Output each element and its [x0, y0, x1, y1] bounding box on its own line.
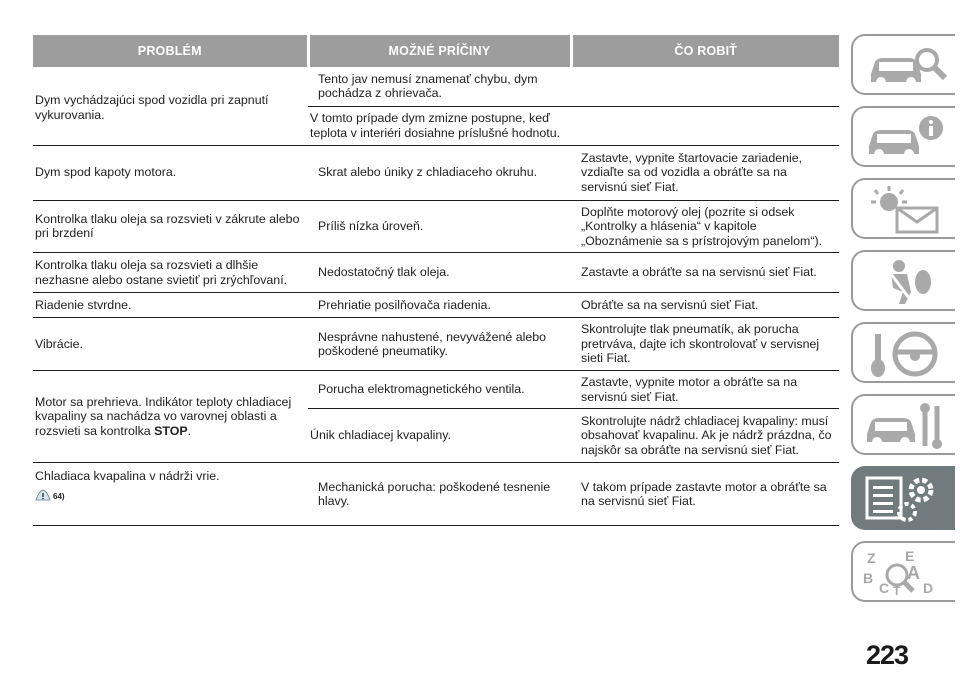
header-problem: PROBLÉM	[33, 35, 308, 67]
problem-cell: Kontrolka tlaku oleja sa rozsvieti v zákrute alebo pri brzdení	[33, 200, 308, 253]
cause-cell: Skrat alebo úniky z chladiaceho okruhu.	[308, 145, 571, 200]
header-causes: MOŽNÉ PRÍČINY	[308, 35, 571, 67]
index-letter: A	[907, 563, 920, 583]
action-cell: Zastavte, vypnite štartovacie zariadenie, vzdiaľte sa od vozidla a obráťte sa na servisnú sieť Fiat.	[571, 145, 839, 200]
table-row	[33, 371, 839, 409]
action-cell: Obráťte sa na servisnú sieť Fiat.	[571, 293, 839, 318]
car-info-icon	[861, 114, 949, 162]
cause-cell: Tento jav nemusí znamenať chybu, dym pochádza z ohrievača.	[308, 67, 571, 106]
cause-cell: Porucha elektromagnetického ventila.	[308, 371, 571, 409]
problem-text: Motor sa prehrieva. Indikátor teploty chladiacej kvapaliny sa nachádza vo varovnej oblasti a rozsvieti sa kontrolka	[35, 394, 292, 438]
action-cell	[571, 106, 839, 145]
cause-cell: Prehriatie posilňovača riadenia.	[308, 293, 571, 318]
action-cell: Doplňte motorový olej (pozrite si odsek „Kontrolky a hlásenia“ v kapitole „Oboznámenie sa s prístrojovým panelom“).	[571, 200, 839, 253]
troubleshooting-table	[33, 35, 839, 526]
table-row	[33, 318, 839, 371]
action-cell	[571, 67, 839, 106]
table-row	[33, 253, 839, 293]
cause-cell: V tomto prípade dym zmizne postupne, keď teplota v interiéri dosiahne príslušné hodnotu.	[308, 106, 571, 145]
table-row	[33, 145, 839, 200]
car-search-icon	[861, 42, 949, 90]
index-letter: Z	[867, 550, 876, 566]
index-letter: T	[893, 584, 901, 597]
alphabet-index-icon	[861, 549, 949, 597]
table-header-row	[33, 35, 839, 67]
action-cell: Skontrolujte tlak pneumatík, ak porucha pretrváva, dajte ich skontrolovať v servisnej sieti Fiat.	[571, 318, 839, 371]
cause-cell: Nedostatočný tlak oleja.	[308, 253, 571, 293]
problem-cell: Vibrácie.	[33, 318, 308, 371]
tab-car-info[interactable]	[851, 106, 955, 167]
table-row	[33, 67, 839, 106]
cause-cell: Únik chladiacej kvapaliny.	[308, 409, 571, 463]
index-letter: B	[863, 570, 874, 586]
problem-cell: Riadenie stvrdne.	[33, 293, 308, 318]
tab-safety[interactable]	[851, 250, 955, 311]
action-cell: V takom prípade zastavte motor a obráťte sa na servisnú sieť Fiat.	[571, 463, 839, 526]
problem-cell: Kontrolka tlaku oleja sa rozsvieti a dlhšie nezhasne alebo ostane svietiť pri zrýchľovaní.	[33, 253, 308, 293]
warning-lights-mail-icon	[861, 186, 949, 234]
table-row	[33, 200, 839, 253]
problem-end: .	[187, 423, 192, 438]
seatbelt-airbag-icon	[861, 258, 949, 306]
table-row	[33, 463, 839, 526]
problem-cell: Dym vychádzajúci spod vozidla pri zapnutí vykurovania.	[33, 67, 308, 145]
cause-cell: Mechanická porucha: poškodené tesnenie hlavy.	[308, 463, 571, 526]
cause-cell: Príliš nízka úroveň.	[308, 200, 571, 253]
header-action: ČO ROBIŤ	[571, 35, 839, 67]
table-row	[33, 293, 839, 318]
index-letter: C	[879, 580, 890, 596]
warning-icon	[35, 488, 51, 505]
action-cell: Zastavte, vypnite motor a obráťte sa na servisnú sieť Fiat.	[571, 371, 839, 409]
problem-cell	[33, 371, 308, 463]
footnote-ref: 64)	[53, 491, 65, 501]
problem-text: Chladiaca kvapalina v nádrži vrie.	[35, 469, 220, 484]
chapter-tabs	[851, 34, 960, 613]
tab-car-search[interactable]	[851, 34, 955, 95]
problem-cell	[33, 463, 308, 526]
tab-warning-lights[interactable]	[851, 178, 955, 239]
car-tools-icon	[861, 402, 949, 450]
problem-cell: Dym spod kapoty motora.	[33, 145, 308, 200]
stop-label: STOP	[154, 423, 188, 438]
tab-index[interactable]	[851, 541, 955, 602]
action-cell: Skontrolujte nádrž chladiacej kvapaliny: musí obsahovať kvapalinu. Ak je nádrž prázdna, čo najskôr sa obráťte na servisnú sieť Fiat.	[571, 409, 839, 463]
index-letter: E	[905, 549, 915, 564]
index-letter: D	[923, 580, 934, 596]
action-cell: Zastavte a obráťte sa na servisnú sieť Fiat.	[571, 253, 839, 293]
tab-start-drive[interactable]	[851, 322, 955, 383]
page-number: 223	[866, 640, 909, 670]
tab-emergency[interactable]	[851, 394, 955, 455]
cause-cell: Nesprávne nahustené, nevyvážené alebo poškodené pneumatiky.	[308, 318, 571, 371]
key-steering-wheel-icon	[861, 330, 949, 378]
tab-maintenance[interactable]	[851, 466, 955, 530]
list-gears-icon	[861, 474, 949, 524]
